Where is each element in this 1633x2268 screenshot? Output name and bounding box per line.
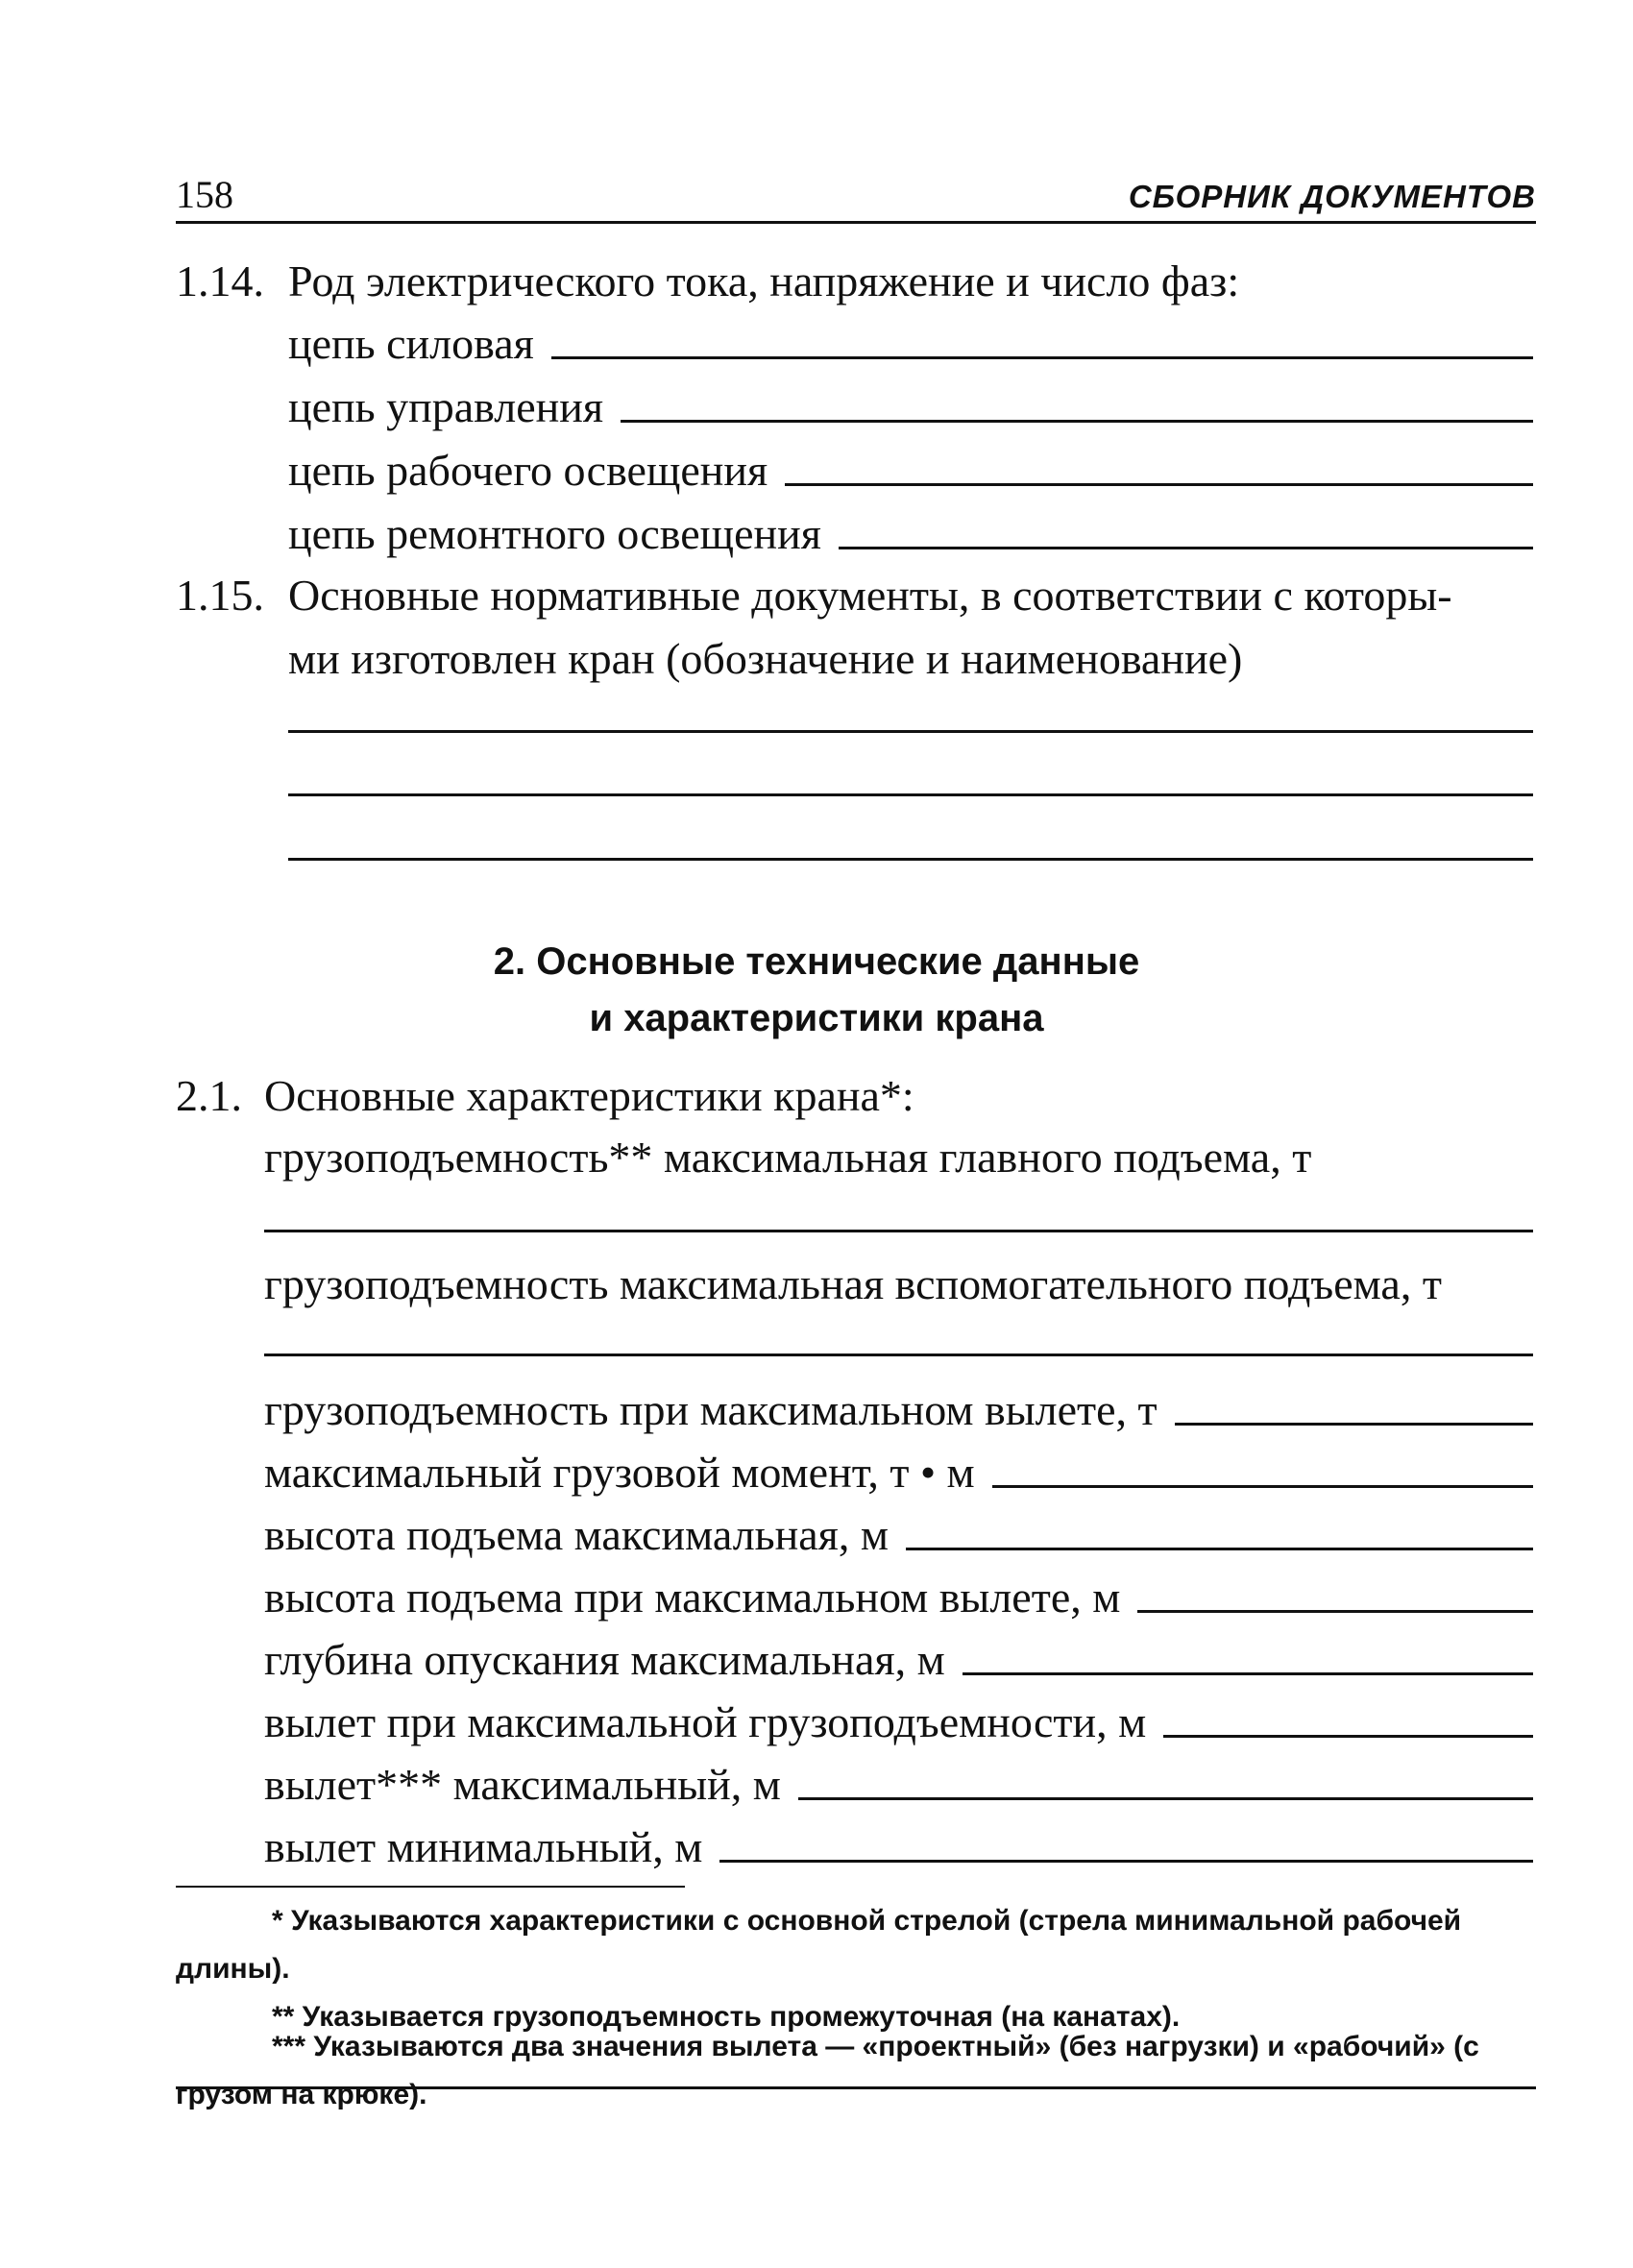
fill-line[interactable] [906,1548,1533,1550]
item-1-14-text: Род электрического тока, напряжение и число фаз: [288,256,1240,305]
fill-line[interactable] [1137,1610,1533,1613]
field-label: цепь ремонтного освещения [288,509,821,558]
fill-line-docs-3[interactable] [288,858,1533,861]
field-label: глубина опускания максимальная, м [264,1635,945,1684]
page-number: 158 [176,173,233,216]
field-power-circuit[interactable] [288,317,1533,371]
item-1-15-line2: ми изготовлен кран (обозначение и наименование) [288,634,1243,683]
field-control-circuit[interactable] [288,380,1533,434]
field-label: вылет минимальный, м [264,1822,703,1871]
field-label: цепь рабочего освещения [288,446,768,495]
running-title: СБОРНИК ДОКУМЕНТОВ [1128,179,1536,214]
field-max-lowering-depth[interactable] [264,1633,1533,1687]
fill-line-main-lift[interactable] [264,1230,1533,1232]
field-label: грузоподъемность при максимальном вылете, т [264,1385,1158,1434]
field-label: высота подъема при максимальном вылете, м [264,1573,1121,1622]
item-2-1-number: 2.1. [176,1071,242,1120]
footnote-2: ** Указывается грузоподъемность промежуточная (на канатах). [272,2001,1181,2033]
fill-line[interactable] [719,1860,1533,1863]
field-lift-height-at-max-reach[interactable] [264,1571,1533,1624]
field-max-load-moment[interactable] [264,1446,1533,1500]
fill-line-docs-1[interactable] [288,730,1533,733]
running-header [176,163,1536,224]
field-label: высота подъема максимальная, м [264,1510,889,1559]
fill-line-aux-lift[interactable] [264,1353,1533,1356]
field-label: вылет при максимальной грузоподъемности, м [264,1697,1147,1746]
field-repair-lighting-circuit[interactable] [288,507,1533,561]
section-2-title-line1: 2. Основные технические данные [493,940,1140,983]
bottom-rule [176,2086,1536,2089]
field-label: цепь управления [288,382,604,431]
field-work-lighting-circuit[interactable] [288,444,1533,498]
item-1-14-number: 1.14. [176,256,264,305]
item-1-15-line1: Основные нормативные документы, в соответствии с которы- [288,571,1452,620]
field-max-reach[interactable] [264,1758,1533,1812]
fill-line[interactable] [551,356,1533,359]
fill-line[interactable] [798,1797,1533,1800]
field-label: цепь силовая [288,319,534,368]
fill-line-docs-2[interactable] [288,793,1533,796]
item-1-15-number: 1.15. [176,571,264,620]
field-reach-at-max-capacity[interactable] [264,1695,1533,1749]
aux-lift-capacity-label: грузоподъемность максимальная вспомогательного подъема, т [264,1259,1442,1308]
footnote-1: * Указываются характеристики с основной стрелой (стрела минимальной рабочей длины). [176,1905,1462,1985]
field-label: максимальный грузовой момент, т • м [264,1448,975,1497]
main-lift-capacity-label: грузоподъемность** максимальная главного подъема, т [264,1133,1312,1182]
section-2-title-line2: и характеристики крана [589,997,1044,1039]
fill-line[interactable] [992,1485,1533,1488]
field-max-lift-height[interactable] [264,1508,1533,1562]
item-2-1-text: Основные характеристики крана*: [264,1071,914,1120]
fill-line[interactable] [1175,1423,1533,1426]
fill-line[interactable] [785,483,1533,486]
fill-line[interactable] [1163,1735,1533,1738]
footnote-3: *** Указываются два значения вылета — «проектный» (без нагрузки) и «рабочий» (с грузом на крюке). [176,2031,1479,2110]
footnote-separator [176,1886,685,1888]
field-capacity-at-max-reach[interactable] [264,1383,1533,1437]
fill-line[interactable] [839,547,1533,549]
fill-line[interactable] [621,420,1533,423]
field-min-reach[interactable] [264,1820,1533,1874]
fill-line[interactable] [963,1672,1533,1675]
field-label: вылет*** максимальный, м [264,1760,781,1809]
